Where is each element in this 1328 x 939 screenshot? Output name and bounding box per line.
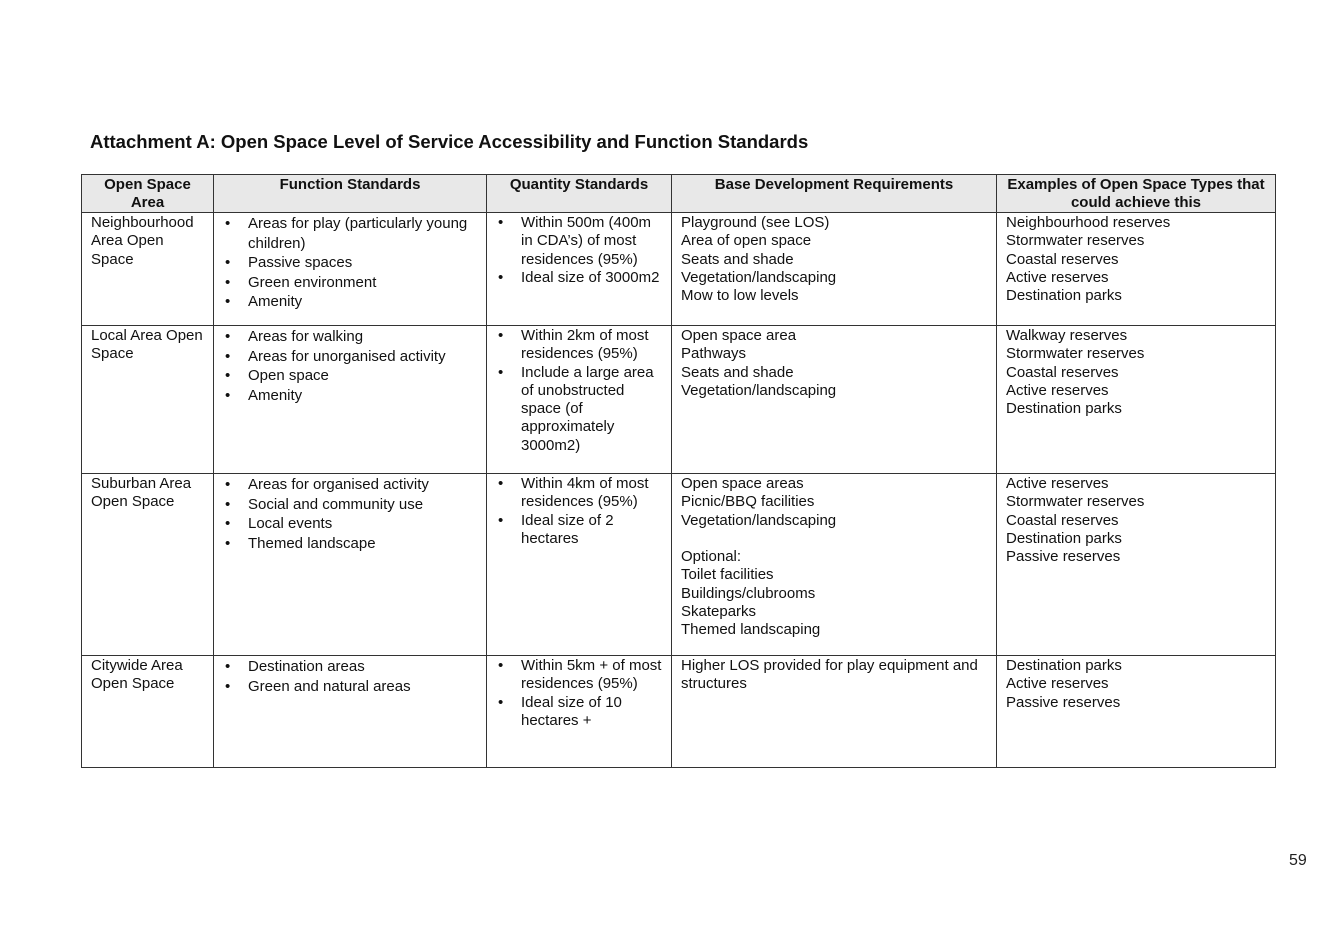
line-item: Skateparks	[681, 603, 757, 621]
line-item: Area of open space	[681, 232, 812, 250]
list-item: • Areas for unorganised activity	[223, 347, 477, 367]
line-item: Seats and shade	[681, 250, 794, 268]
line-item: Coastal reserves	[1006, 250, 1119, 268]
cell-examples	[997, 474, 1276, 656]
line-item: Passive reserves	[1006, 693, 1121, 711]
cell-function	[214, 474, 487, 656]
line-item: Open space area	[681, 327, 797, 344]
line-item: Optional:	[681, 548, 742, 566]
standards-table	[81, 174, 1276, 768]
list-item: • Ideal size of 3000m2	[496, 269, 662, 287]
line-item: Stormwater reserves	[1006, 232, 1145, 250]
line-item: Neighbourhood reserves	[1006, 214, 1171, 231]
list-item: • Amenity	[223, 292, 477, 312]
line-item: Active reserves	[1006, 268, 1109, 286]
list-item: • Ideal size of 10 hectares +	[496, 694, 662, 731]
line-item: Mow to low levels	[681, 287, 799, 305]
cell-function	[214, 656, 487, 768]
line-item: Coastal reserves	[1006, 511, 1119, 529]
cell-base	[672, 474, 997, 656]
header-open-space-area: Open Space Area	[82, 175, 214, 213]
cell-examples	[997, 213, 1276, 326]
line-item: Playground (see LOS)	[681, 214, 830, 231]
table-row	[82, 474, 1276, 656]
cell-examples	[997, 656, 1276, 768]
cell-base	[672, 213, 997, 326]
document-title: Attachment A: Open Space Level of Service Accessibility and Function Standards	[90, 131, 809, 152]
list-item: • Within 500m (400m in CDA’s) of most residences (95%)	[496, 214, 662, 269]
table-row	[82, 326, 1276, 474]
line-item: Vegetation/landscaping	[681, 511, 837, 529]
line-item: Destination parks	[1006, 287, 1122, 305]
line-item: Walkway reserves	[1006, 327, 1128, 344]
list-item: • Themed landscape	[223, 534, 477, 554]
cell-area: Suburban Area Open Space	[82, 474, 214, 656]
line-item: Seats and shade	[681, 363, 794, 381]
line-item: Destination parks	[1006, 400, 1122, 418]
line-item: Destination parks	[1006, 529, 1122, 547]
list-item: • Within 4km of most residences (95%)	[496, 475, 662, 512]
line-item: Toilet facilities	[681, 566, 774, 584]
list-item: • Open space	[223, 366, 477, 386]
cell-quantity	[487, 326, 672, 474]
header-base-development-requirements: Base Development Requirements	[672, 175, 997, 213]
line-item: Active reserves	[1006, 475, 1109, 492]
list-item: • Local events	[223, 514, 477, 534]
cell-quantity	[487, 656, 672, 768]
list-item: • Within 5km + of most residences (95%)	[496, 657, 662, 694]
cell-function	[214, 326, 487, 474]
cell-function	[214, 213, 487, 326]
cell-quantity	[487, 474, 672, 656]
list-item: • Areas for organised activity	[223, 475, 477, 495]
list-item: • Destination areas	[223, 657, 477, 677]
list-item: • Within 2km of most residences (95%)	[496, 327, 662, 364]
line-item: Active reserves	[1006, 381, 1109, 399]
header-examples-open-space-types: Examples of Open Space Types that could achieve this	[997, 175, 1276, 213]
cell-area: Citywide Area Open Space	[82, 656, 214, 768]
line-item: Buildings/clubrooms	[681, 584, 816, 602]
line-item: Open space areas	[681, 475, 804, 492]
line-item: Picnic/BBQ facilities	[681, 493, 815, 511]
list-item: • Passive spaces	[223, 253, 477, 273]
cell-examples	[997, 326, 1276, 474]
list-item: • Social and community use	[223, 495, 477, 515]
line-item: Vegetation/landscaping	[681, 268, 837, 286]
header-quantity-standards: Quantity Standards	[487, 175, 672, 213]
list-item: • Green and natural areas	[223, 677, 477, 697]
list-item: • Areas for walking	[223, 327, 477, 347]
line-item: Themed landscaping	[681, 621, 821, 639]
table-row	[82, 213, 1276, 326]
header-function-standards: Function Standards	[214, 175, 487, 213]
line-item: Vegetation/landscaping	[681, 381, 837, 399]
line-item: Stormwater reserves	[1006, 493, 1145, 511]
list-item: • Areas for play (particularly young children)	[223, 214, 477, 253]
list-item: • Amenity	[223, 386, 477, 406]
line-item: Higher LOS provided for play equipment and structures	[681, 657, 978, 693]
table-row	[82, 656, 1276, 768]
table-header-row	[82, 175, 1276, 213]
cell-base	[672, 656, 997, 768]
line-item: Stormwater reserves	[1006, 345, 1145, 363]
cell-quantity	[487, 213, 672, 326]
page-number: 59	[1289, 852, 1307, 869]
line-item: Pathways	[681, 345, 747, 363]
cell-area: Local Area Open Space	[82, 326, 214, 474]
line-item: Passive reserves	[1006, 548, 1121, 566]
cell-base	[672, 326, 997, 474]
list-item: • Include a large area of unobstructed space (of approximately 3000m2)	[496, 364, 662, 455]
spacer-line	[681, 530, 987, 548]
line-item: Coastal reserves	[1006, 363, 1119, 381]
line-item: Destination parks	[1006, 657, 1122, 674]
list-item: • Green environment	[223, 273, 477, 293]
cell-area: Neighbourhood Area Open Space	[82, 213, 214, 326]
list-item: • Ideal size of 2 hectares	[496, 512, 662, 549]
line-item: Active reserves	[1006, 675, 1109, 693]
